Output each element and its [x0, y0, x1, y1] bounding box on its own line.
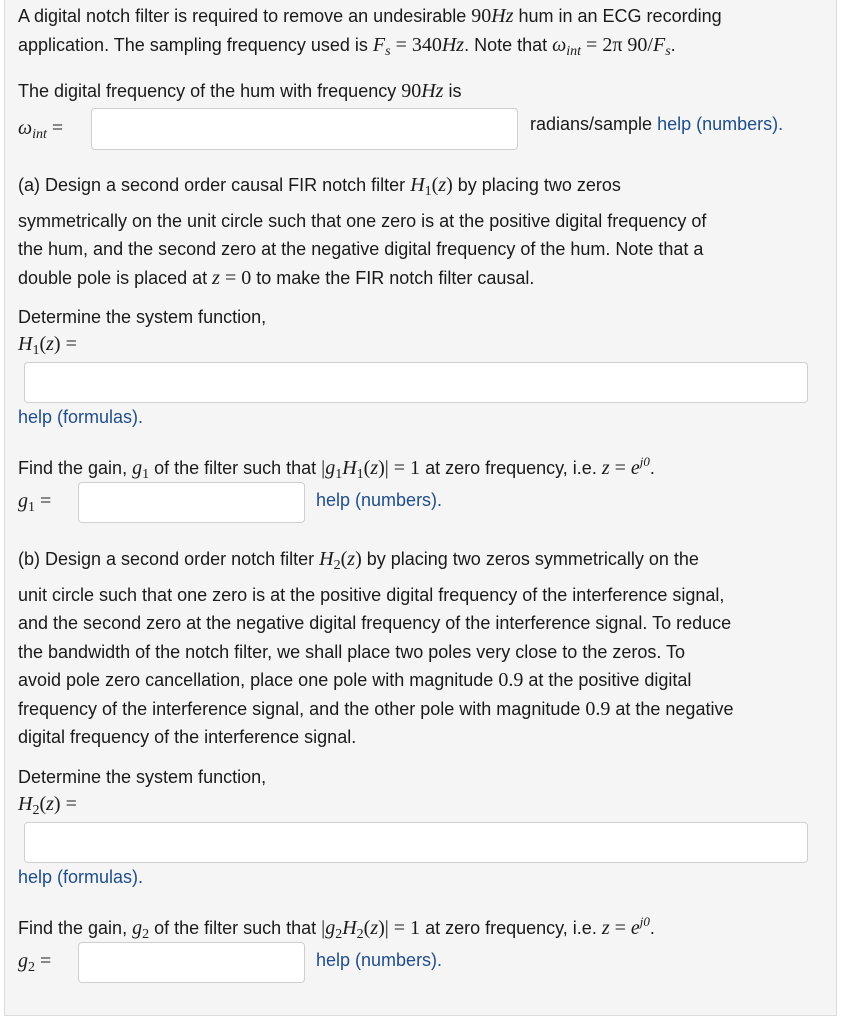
help-numbers-link[interactable]: help (numbers).: [657, 114, 784, 134]
part-a-line-1: (a) Design a second order causal FIR notch filter $H_1(z)$ by placing two zeros: [18, 174, 621, 199]
part-a-paragraph: [18, 171, 828, 292]
h1-input[interactable]: [24, 362, 808, 403]
part-b-line-7: digital frequency of the interference signal.: [18, 727, 357, 747]
part-b-help-formulas-row: [18, 867, 143, 888]
part-b-line-6: frequency of the interference signal, and the other pole with magnitude 0.9 at the negative: [18, 697, 734, 720]
part-a-line-3: the hum, and the second zero at the negative digital frequency of the hum. Note that a: [18, 239, 704, 259]
part-a-help-formulas-row: [18, 407, 143, 428]
g1-input[interactable]: [78, 482, 305, 523]
part-b-line-1: (b) Design a second order notch filter $H_2(z)$ by placing two zeros symmetrically on the: [18, 548, 699, 573]
part-b-line-3: and the second zero at the negative digital frequency of the interference signal. To reduce: [18, 613, 732, 633]
omega-int-units: radians/sample help (numbers).: [530, 114, 784, 134]
intro-line-2: application. The sampling frequency used is $F_s = 340Hz$. Note that $\omega_{int} = 2\pi$ $90/F_s$.: [18, 33, 676, 59]
help-numbers-link[interactable]: help (numbers).: [316, 950, 443, 970]
part-b-line-2: unit circle such that one zero is at the positive digital frequency of the interference signal,: [18, 584, 725, 605]
q0-prompt: The digital frequency of the hum with frequency 90Hz is: [18, 80, 462, 102]
g2-input[interactable]: [78, 942, 305, 983]
g1-label: $g_1$ =: [18, 490, 52, 515]
intro-paragraph: [18, 2, 828, 66]
help-formulas-link[interactable]: help (formulas).: [18, 407, 144, 427]
part-b-line-4: the bandwidth of the notch filter, we shall place two poles very close to the zeros. To: [18, 641, 686, 662]
omega-int-label: $\omega_{int}$ =: [18, 117, 64, 142]
help-numbers-link[interactable]: help (numbers).: [316, 490, 443, 510]
h2-label: $H_2(z)$ =: [18, 793, 77, 818]
part-a-help-numbers-row: [316, 490, 442, 511]
part-a-line-4: double pole is placed at z = 0 to make the FIR notch filter causal.: [18, 266, 535, 289]
h2-input[interactable]: [24, 822, 808, 863]
help-formulas-link[interactable]: help (formulas).: [18, 867, 144, 887]
part-b-help-numbers-row: [316, 950, 442, 971]
g2-label: $g_2$ =: [18, 950, 52, 975]
part-b-paragraph: [18, 545, 828, 752]
h1-label: $H_1(z)$ =: [18, 333, 77, 358]
part-b-determine: Determine the system function,: [18, 767, 267, 787]
part-a-determine: Determine the system function,: [18, 307, 267, 327]
intro-line-1: A digital notch filter is required to remove an undesirable 90Hz hum in an ECG recording: [18, 5, 722, 27]
part-a-gain-prompt: Find the gain, $g_1$ of the filter such that $|g_1H_1(z)| = 1$ at zero frequency, i.e. $z = e^{j0}$.: [18, 454, 655, 482]
omega-int-input[interactable]: [91, 108, 518, 150]
part-a-line-2: symmetrically on the unit circle such that one zero is at the positive digital frequency of: [18, 210, 707, 231]
part-b-line-5: avoid pole zero cancellation, place one pole with magnitude 0.9 at the positive digital: [18, 669, 692, 691]
part-b-gain-prompt: Find the gain, $g_2$ of the filter such that $|g_2H_2(z)| = 1$ at zero frequency, i.e. $z = e^{j0}$.: [18, 914, 655, 942]
